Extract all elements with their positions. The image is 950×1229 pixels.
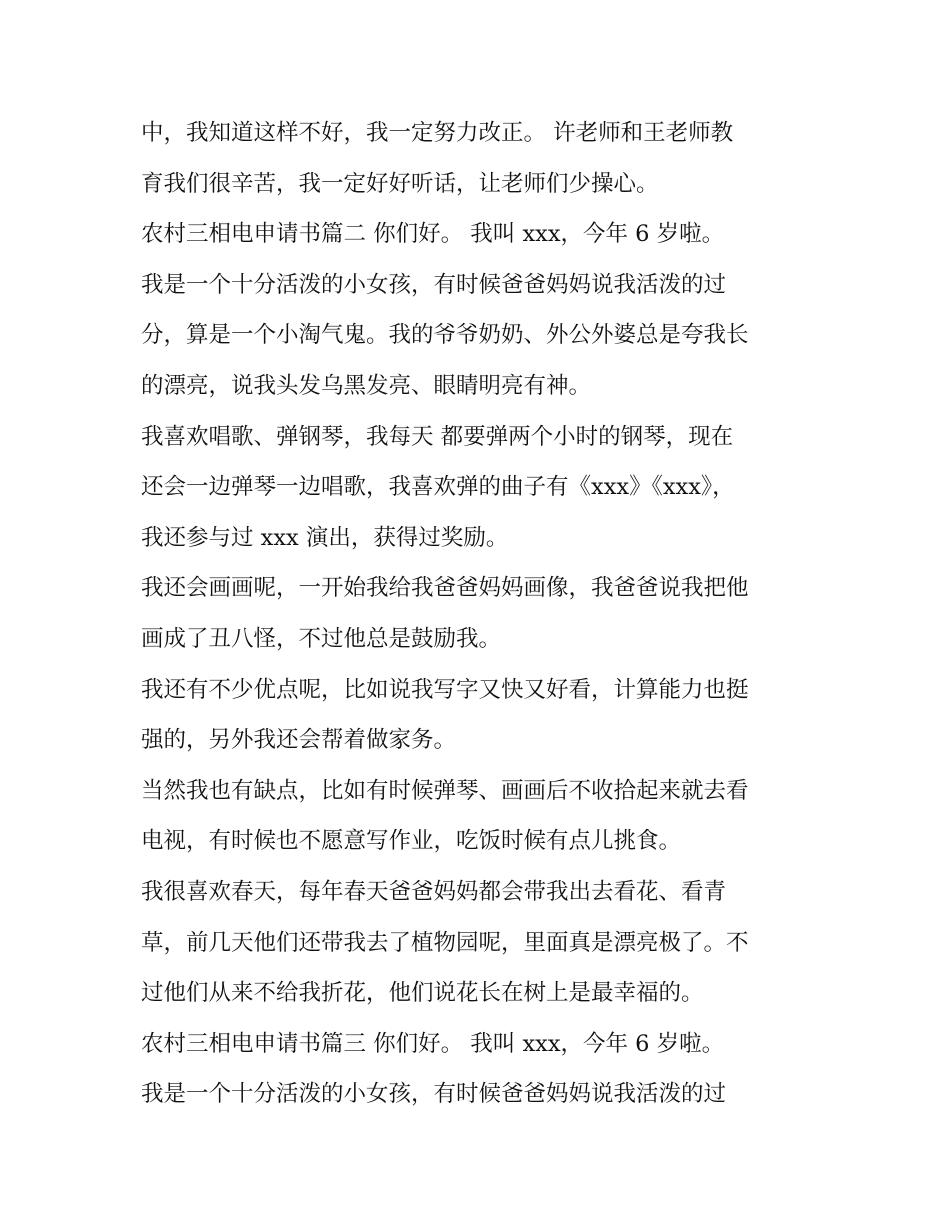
text-line-2: 育我们很辛苦，我一定好好听话，让老师们少操心。	[141, 170, 659, 197]
document-body	[141, 108, 821, 1120]
text-line-18: 过他们从来不给我折花，他们说花长在树上是最幸福的。	[141, 980, 704, 1007]
text-line-9: 我还参与过 xxx 演出，获得过奖励。	[141, 524, 509, 551]
text-line-13: 强的，另外我还会帮着做家务。	[141, 727, 457, 754]
text-line-15: 电视，有时候也不愿意写作业，吃饭时候有点儿挑食。	[141, 828, 682, 855]
text-line-3: 农村三相电申请书篇二 你们好。 我叫 xxx，今年 6 岁啦。	[141, 221, 725, 248]
text-line-19: 农村三相电申请书篇三 你们好。 我叫 xxx，今年 6 岁啦。	[141, 1030, 725, 1057]
text-line-12: 我还有不少优点呢，比如说我写字又快又好看，计算能力也挺	[141, 676, 749, 703]
text-line-11: 画成了丑八怪，不过他总是鼓励我。	[141, 625, 502, 652]
text-line-14: 当然我也有缺点，比如有时候弹琴、画画后不收拾起来就去看	[141, 777, 749, 804]
text-line-4: 我是一个十分活泼的小女孩，有时候爸爸妈妈说我活泼的过	[141, 271, 727, 298]
text-line-8: 还会一边弹琴一边唱歌，我喜欢弹的曲子有《xxx》《xxx》，	[141, 474, 735, 501]
text-line-16: 我很喜欢春天，每年春天爸爸妈妈都会带我出去看花、看青	[141, 878, 727, 905]
text-line-20: 我是一个十分活泼的小女孩，有时候爸爸妈妈说我活泼的过	[141, 1081, 727, 1108]
text-line-5: 分，算是一个小淘气鬼。我的爷爷奶奶、外公外婆总是夸我长	[141, 322, 749, 349]
text-line-6: 的漂亮，说我头发乌黑发亮、眼睛明亮有神。	[141, 372, 592, 399]
text-line-1: 中，我知道这样不好，我一定努力改正。 许老师和王老师教	[141, 120, 734, 146]
text-line-10: 我还会画画呢，一开始我给我爸爸妈妈画像，我爸爸说我把他	[141, 575, 749, 602]
text-line-17: 草，前几天他们还带我去了植物园呢，里面真是漂亮极了。不	[141, 929, 749, 956]
text-line-7: 我喜欢唱歌、弹钢琴，我每天 都要弹两个小时的钢琴，现在	[141, 423, 734, 450]
